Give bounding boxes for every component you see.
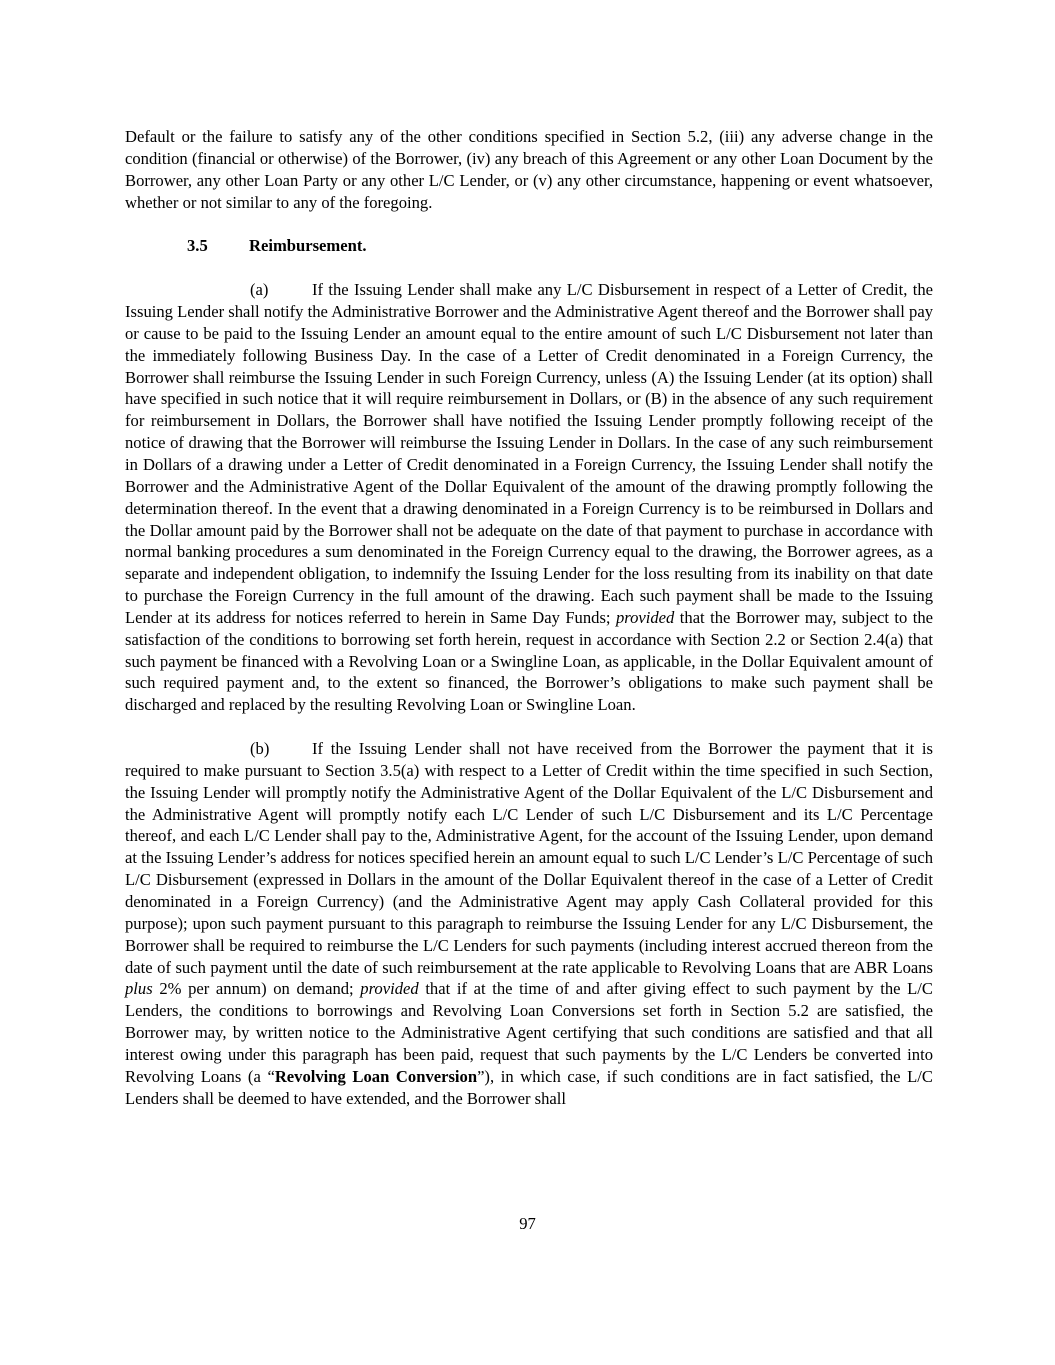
italic-provided: provided bbox=[360, 979, 419, 999]
intro-paragraph: Default or the failure to satisfy any of the other conditions specified in Section 5.2, (iii) any adverse change in the condition (financial or otherwise) of the Borrower, (iv) any breach of this Agreement or any other Loan Document by the Borrower, any other Loan Party or any other L/C Lender, or (v) any other circumstance, happening or event whatsoever, whether or not similar to any of the foregoing. bbox=[125, 127, 933, 212]
section-heading bbox=[125, 235, 933, 257]
paragraph-b-text: 2% per annum) on demand; bbox=[152, 979, 361, 999]
document-page bbox=[125, 126, 933, 1109]
paragraph-a-text: that the Borrower may, subject to the satisfaction of the conditions to borrowing set forth herein, request in accordance with Section 2.2 or Section 2.4(a) that such payment be financed with a Revolving Loan or a Swingline Loan, as applicable, in the Dollar Equivalent amount of such required payment and, to the extent so financed, the Borrower’s obligations to make such payment shall be discharged and replaced by the resulting Revolving Loan or Swingline Loan. bbox=[125, 607, 933, 715]
paragraph-a bbox=[125, 279, 933, 716]
paragraph-a-text: If the Issuing Lender shall make any L/C Disbursement in respect of a Letter of Credit, the Issuing Lender shall notify the Administrative Borrower and the Administrative Agent thereof and the Borrower shall pay or cause to be paid to the Issuing Lender an amount equal to the entire amount of such L/C Disbursement not later than the immediately following Business Day. In the case of a Letter of Credit denominated in a Foreign Currency, the Borrower shall reimburse the Issuing Lender in such Foreign Currency, unless (A) the Issuing Lender (at its option) shall have specified in such notice that it will require reimbursement in Dollars, or (B) in the absence of any such requirement for reimbursement in Dollars, the Borrower shall have notified the Issuing Lender promptly following receipt of the notice of drawing that the Borrower will reimburse the Issuing Lender in Dollars. In the case of any such reimbursement in Dollars of a drawing under a Letter of Credit denominated in a Foreign Currency, the Issuing Lender shall notify the Borrower and the Administrative Agent of the Dollar Equivalent of the amount of the drawing promptly following the determination thereof. In the event that a drawing denominated in a Foreign Currency is to be reimbursed in Dollars and the Dollar amount paid by the Borrower shall not be adequate on the date of that payment to purchase in accordance with normal banking procedures a sum denominated in the Foreign Currency equal to the drawing, the Borrower agrees, as a separate and independent obligation, to indemnify the Issuing Lender for the loss resulting from its inability on that date to purchase the Foreign Currency in the full amount of the drawing. Each such payment shall be made to the Issuing Lender at its address for notices referred to herein in Same Day Funds; bbox=[125, 280, 933, 627]
section-number: 3.5 bbox=[187, 236, 208, 256]
paragraph-b bbox=[125, 738, 933, 1109]
page-number: 97 bbox=[519, 1214, 536, 1233]
paragraph-b-text: that if at the time of and after giving effect to such payment by the L/C Lenders, the conditions to borrowings and Revolving Loan Conversions set forth in Section 5.2 are satisfied, the Borrower may, by written notice to the Administrative Agent certifying that such conditions are satisfied and that all interest owing under this paragraph has been paid, request that such payments by the L/C Lenders be converted into Revolving Loans (a “ bbox=[125, 979, 933, 1086]
defined-term: Revolving Loan Conversion bbox=[274, 1066, 478, 1086]
italic-plus: plus bbox=[125, 979, 153, 999]
paragraph-b-text: ”), in which case, if such conditions are in fact satisfied, the L/C Lenders shall be deemed to have extended, and the Borrower shall bbox=[125, 1066, 933, 1108]
italic-provided: provided bbox=[615, 607, 675, 627]
paragraph-b-text: If the Issuing Lender shall not have received from the Borrower the payment that it is required to make pursuant to Section 3.5(a) with respect to a Letter of Credit within the time specified in such Section, the Issuing Lender will promptly notify the Administrative Agent of the Dollar Equivalent of the L/C Disbursement and the Administrative Agent will promptly notify each L/C Lender of such L/C Disbursement and its L/C Percentage thereof, and each L/C Lender shall pay to the, Administrative Agent, for the account of the Issuing Lender, upon demand at the Issuing Lender’s address for notices specified herein an amount equal to such L/C Lender’s L/C Percentage of such L/C Disbursement (expressed in Dollars in the amount of the Dollar Equivalent thereof in the case of a Letter of Credit denominated in a Foreign Currency) (and the Administrative Agent may apply Cash Collateral provided for this purpose); upon such payment pursuant to this paragraph to reimburse the Issuing Lender for any L/C Disbursement, the Borrower shall be required to reimburse the L/C Lenders for such payments (including interest accrued thereon from the date of such payment until the date of such reimbursement at the rate applicable to Revolving Loans that are ABR Loans bbox=[125, 739, 933, 977]
paragraph-a-label: (a) bbox=[250, 280, 269, 300]
section-title: Reimbursement. bbox=[249, 236, 367, 256]
paragraph-b-label: (b) bbox=[250, 739, 270, 759]
